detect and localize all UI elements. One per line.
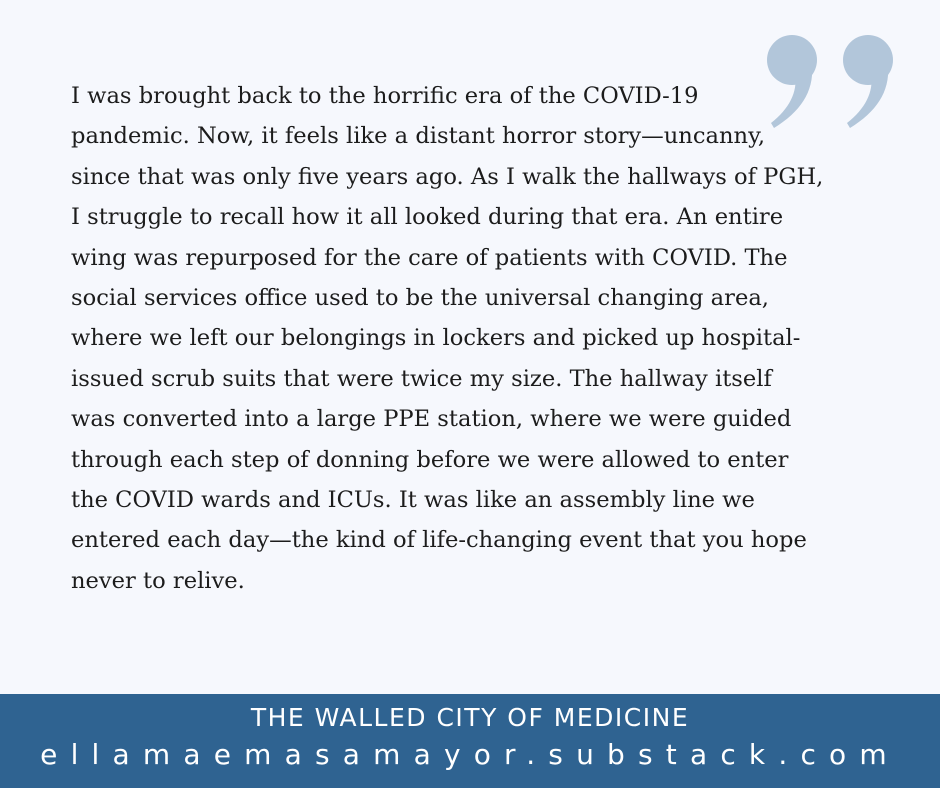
quote-line: never to relive. bbox=[71, 567, 245, 594]
quote-line: social services office used to be the universal changing area, bbox=[71, 285, 769, 312]
quote-line: I was brought back to the horrific era of the COVID-19 bbox=[71, 83, 699, 109]
quote-line: where we left our belongings in lockers and picked up hospital- bbox=[71, 325, 801, 352]
quote-line: pandemic. Now, it feels like a distant horror story—uncanny, bbox=[71, 123, 766, 150]
footer-banner bbox=[0, 694, 940, 788]
quote-line: through each step of donning before we were allowed to enter bbox=[71, 446, 789, 473]
quote-line: since that was only five years ago. As I walk the hallways of PGH, bbox=[71, 163, 824, 190]
quote-line: entered each day—the kind of life-changing event that you hope bbox=[71, 527, 807, 554]
publication-title: THE WALLED CITY OF MEDICINE bbox=[250, 703, 690, 732]
quote-line: wing was repurposed for the care of patients with COVID. The bbox=[71, 244, 788, 271]
quote-line: the COVID wards and ICUs. It was like an assembly line we bbox=[71, 487, 755, 514]
quote-line: issued scrub suits that were twice my size. The hallway itself bbox=[71, 365, 772, 392]
quote-line: was converted into a large PPE station, where we were guided bbox=[71, 406, 792, 433]
quote-line: I struggle to recall how it all looked during that era. An entire bbox=[71, 204, 784, 231]
substack-url: ellamaemasamayor.substack.com bbox=[40, 738, 900, 771]
quote-text bbox=[71, 76, 871, 601]
